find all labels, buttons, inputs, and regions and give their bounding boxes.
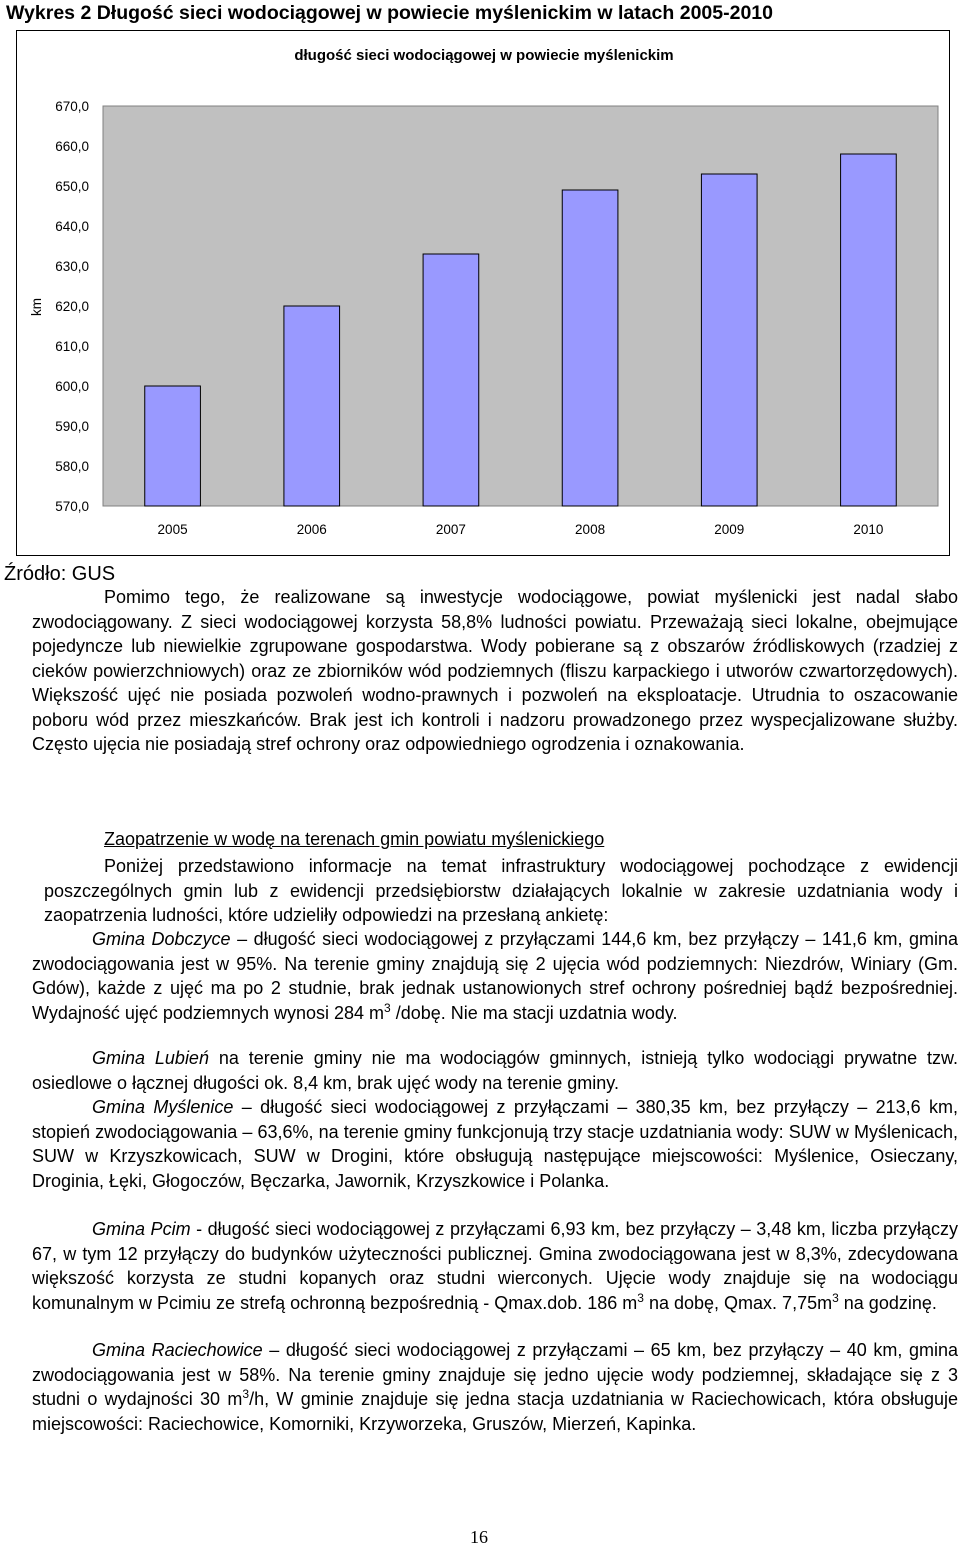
bar-2006 [284, 306, 340, 506]
y-tick-label: 620,0 [55, 299, 89, 314]
bar-chart [17, 31, 948, 554]
y-tick-label: 650,0 [55, 179, 89, 194]
gmina-text: – długość sieci wodociągowej z przyłączami – 380,35 km, bez przyłączy – 213,6 km, stopień zwodociągowania – 63,6%, na terenie gminy funkcjonują trzy stacje uzdatniania wody: SUW w Myślenicach, SUW w Krzyszkowicach, SUW w Drogini, które obsługują następujące miejscowości: Myślenice, Osieczany, Droginia, Łęki, Głogoczów, Bęczarka, Jawornik, Krzyszkowice i Polanka. [32, 1097, 958, 1191]
gmina-text: - długość sieci wodociągowej z przyłączami 6,93 km, bez przyłączy – 3,48 km, liczba przyłączy 67, w tym 12 przyłączy do budynków użyteczności publicznej. Gmina zwodociągowana jest w 8,3%, zdecydowana większość korzysta ze studni kopanych oraz studni wierconych. Ujęcie wody znajduje się na wodociągu komunalnym w Pcimiu ze strefą ochronną bezpośrednią - Qmax.dob. 186 m [32, 1219, 958, 1313]
gmina-text: na terenie gminy nie ma wodociągów gminnych, istnieją tylko wodociągi prywatne tzw. osiedlowe o łącznej długości ok. 8,4 km, brak ujęć wody na terenie gminy. [32, 1048, 958, 1093]
gmina-text: na dobę, Qmax. 7,75m [643, 1292, 833, 1313]
bar-2007 [423, 254, 479, 506]
bar-2005 [145, 386, 201, 506]
superscript: 3 [384, 1000, 391, 1015]
gmina-dobczyce-paragraph [32, 927, 958, 1025]
bar-2009 [701, 174, 757, 506]
x-tick-labels [158, 522, 884, 537]
gmina-text: /h, W gminie znajduje się jedna stacja uzdatniania w Raciechowicach, która obsługuje miejscowości: Raciechowice, Komorniki, Krzyworzeka, Gruszów, Mierzeń, Kapinka. [32, 1389, 958, 1434]
section-title: Zaopatrzenie w wodę na terenach gmin powiatu myślenickiego [104, 829, 605, 849]
source-note: Źródło: GUS [4, 563, 116, 585]
y-tick-label: 600,0 [55, 379, 89, 394]
x-tick-label: 2005 [157, 522, 188, 537]
x-tick-label: 2007 [435, 522, 466, 537]
y-tick-label: 630,0 [55, 259, 89, 274]
x-tick-label: 2010 [853, 522, 884, 537]
gmina-text: /dobę. Nie ma stacji uzdatnia wody. [390, 1002, 678, 1023]
gmina-name: Gmina Lubień [92, 1048, 209, 1068]
chart-frame [16, 30, 950, 556]
y-tick-label: 670,0 [55, 99, 89, 114]
y-tick-label: 590,0 [55, 419, 89, 434]
gmina-myslenice-paragraph [32, 1095, 958, 1193]
superscript: 3 [242, 1387, 250, 1401]
x-tick-label: 2009 [714, 522, 745, 537]
gmina-lubien-paragraph [32, 1046, 958, 1095]
bar-2008 [562, 190, 618, 506]
intro-paragraph: Pomimo tego, że realizowane są inwestycje wodociągowe, powiat myślenicki jest nadal słabo zwodociągowany. Z sieci wodociągowej korzysta 58,8% ludności powiatu. Przeważają sieci lokalne, obejmujące pojedyncze lub niewielkie zgrupowane gospodarstwa. Wody pobierane są z obszarów źródliskowych (rzadziej z cieków powierzchniowych) oraz ze zbiorników wód podziemnych (fliszu karpackiego i utworów czwartorzędowych). Większość ujęć nie posiada pozwoleń wodno-prawnych i pozwoleń na eksploatacje. Utrudnia to oszacowanie poboru wód przez mieszkańców. Brak jest ich kontroli i nadzoru prowadzonego przez wyspecjalizowane służby. Często ujęcia nie posiadają stref ochrony oraz odpowiedniego ogrodzenia i oznakowania. [32, 587, 958, 754]
gmina-text: – długość sieci wodociągowej z przyłączami – 65 km, bez przyłączy – 40 km, gmina zwodociągowania jest w 58%. Na terenie gminy znajduje się jedno ujęcie wody podziemnej, składające się z 3 studni o wydajności 30 m [32, 1340, 958, 1409]
gmina-name: Gmina Myślenice [92, 1097, 234, 1117]
gmina-text: – długość sieci wodociągowej z przyłączami 144,6 km, bez przyłączy – 141,6 km, gmina zwodociągowania jest w 95%. Na terenie gminy znajdują się 2 ujęcia wód podziemnych: Niezdrów, Winiary (Gm. Gdów), każde z ujęć ma po 2 studnie, brak jednak ustanowionych stref ochrony pośredniej bądź bezpośredniej. Wydajność ujęć podziemnych wynosi 284 m [32, 929, 958, 1023]
superscript: 3 [832, 1290, 839, 1305]
gmina-text: na godzinę. [838, 1292, 937, 1313]
gmina-raciechowice-paragraph [32, 1338, 958, 1436]
y-tick-label: 640,0 [55, 219, 89, 234]
y-tick-labels [55, 99, 89, 514]
y-axis-label: km [29, 298, 44, 316]
gmina-name: Gmina Dobczyce [92, 929, 231, 949]
bar-2010 [841, 154, 897, 506]
y-tick-label: 660,0 [55, 139, 89, 154]
section-description: Poniżej przedstawiono informacje na temat infrastruktury wodociągowej pochodzące z ewidencji poszczególnych gmin lub z ewidencji przedsiębiorstw działających lokalnie w zakresie uzdatniania wody i zaopatrzenia ludności, które udzieliły odpowiedzi na przesłaną ankietę: [44, 856, 958, 925]
x-tick-label: 2008 [575, 522, 606, 537]
chart-title: długość sieci wodociągowej w powiecie myślenickim [294, 47, 674, 64]
superscript: 3 [637, 1290, 644, 1305]
plot-area [103, 106, 938, 506]
y-tick-label: 580,0 [55, 459, 89, 474]
gmina-name: Gmina Pcim [92, 1219, 191, 1239]
x-tick-label: 2006 [296, 522, 327, 537]
figure-heading: Wykres 2 Długość sieci wodociągowej w powiecie myślenickim w latach 2005-2010 [6, 2, 773, 24]
y-tick-label: 610,0 [55, 339, 89, 354]
y-tick-label: 570,0 [55, 499, 89, 514]
gmina-name: Gmina Raciechowice [92, 1340, 263, 1360]
gmina-pcim-paragraph [32, 1217, 958, 1315]
page-number: 16 [470, 1527, 488, 1547]
